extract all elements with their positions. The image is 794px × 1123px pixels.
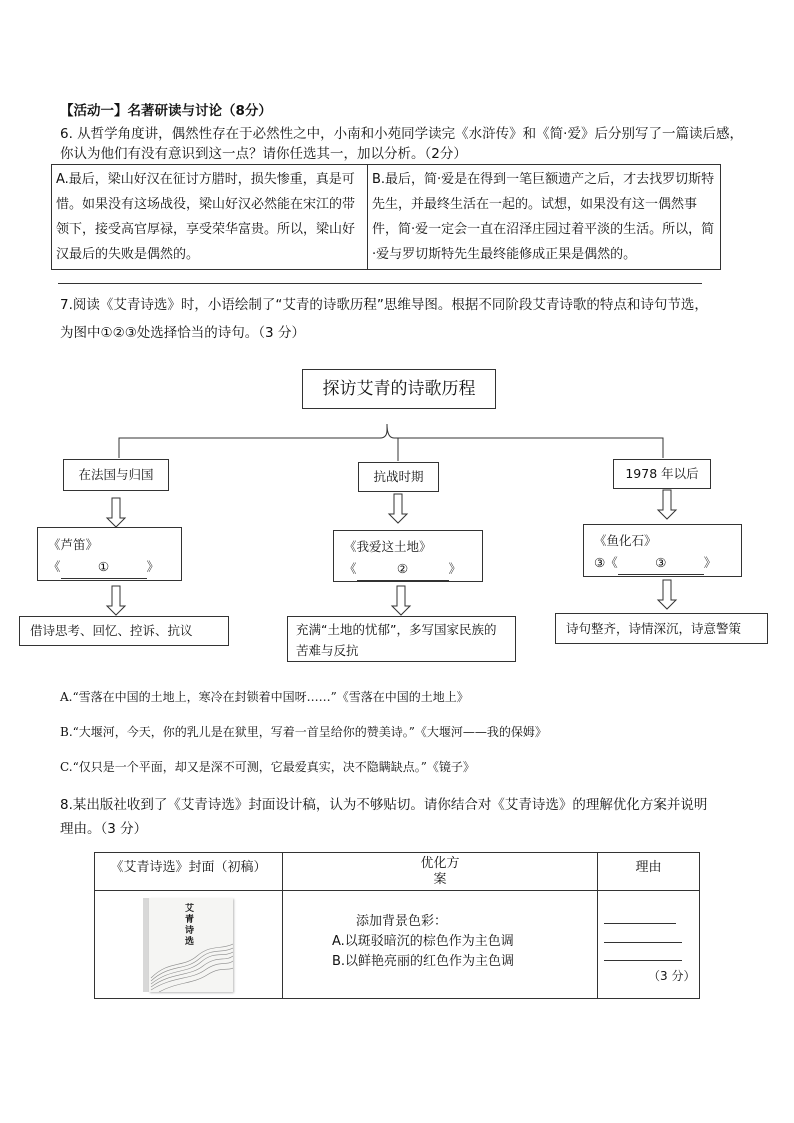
poem-box-3 xyxy=(583,524,742,577)
q7-prompt-line2: 为图中①②③处选择恰当的诗句。（3 分） xyxy=(60,325,305,341)
q6-option-b: B.最后，简·爱是在得到一笔巨额遗产之后，才去找罗切斯特先生，并最终生活在一起的。试想，如果没有这一偶然事件，简·爱一定会一直在沼泽庄园过着平淡的生活。所以，简·爱与罗切斯特先生最终能修成正果是偶然的。 xyxy=(368,165,721,270)
reason-cell[interactable] xyxy=(598,891,700,999)
stage-box-2: 抗战时期 xyxy=(358,462,439,492)
poem-blank-prefix-2: 《 xyxy=(344,561,357,576)
q7-prompt-line1: 7.阅读《艾青诗选》时，小语绘制了“艾青的诗歌历程”思维导图。根据不同阶段艾青诗歌的特点和诗句节选， xyxy=(60,297,708,313)
q8-prompt-line1: 8.某出版社收到了《艾青诗选》封面设计稿，认为不够贴切。请你结合对《艾青诗选》的理解优化方案并说明 xyxy=(60,797,708,813)
arrow-down-icon xyxy=(392,586,410,615)
col-reason-header: 理由 xyxy=(598,853,700,891)
col-cover-header: 《艾青诗选》封面（初稿） xyxy=(95,853,283,891)
q8-prompt-line2: 理由。（3 分） xyxy=(60,821,148,837)
cover-cell xyxy=(95,891,283,999)
activity-heading: 【活动一】名著研读与讨论（8分） xyxy=(60,103,272,119)
col-plan-header-line2: 案 xyxy=(433,872,447,887)
poem-title-3: 《鱼化石》 xyxy=(594,533,657,548)
arrow-down-icon xyxy=(389,494,407,523)
poem-box-1 xyxy=(37,527,182,581)
col-plan-header xyxy=(283,853,598,891)
map-root: 探访艾青的诗歌历程 xyxy=(302,369,496,409)
poem-blank-suffix-2: 》 xyxy=(448,561,462,576)
arrow-down-icon xyxy=(658,490,676,519)
stage-box-3: 1978 年以后 xyxy=(613,459,711,489)
arrow-down-icon xyxy=(658,580,676,609)
reason-line-2 xyxy=(604,942,682,943)
plan-cell xyxy=(283,891,598,999)
poem-blank-prefix-3: ③《 xyxy=(594,555,618,570)
cover-title: 艾青诗选 xyxy=(185,904,195,947)
plan-heading: 添加背景色彩： xyxy=(356,914,448,929)
q6-option-a: A.最后，梁山好汉在征讨方腊时，损失惨重，真是可惜。如果没有这场战役，梁山好汉必然能在宋江的带领下，接受高官厚禄，享受荣华富贵。所以，梁山好汉最后的失败是偶然的。 xyxy=(52,165,368,270)
poem-blank-suffix-3: 》 xyxy=(703,555,717,570)
feature-box-1: 借诗思考、回忆、控诉、抗议 xyxy=(19,616,229,646)
feature-box-3: 诗句整齐，诗情深沉，诗意警策 xyxy=(555,613,768,644)
mountain-lines-image xyxy=(149,898,233,992)
q6-prompt-line2: 你认为他们有没有意识到这一点？请你任选其一，加以分析。（2分） xyxy=(60,146,467,162)
blank-2: ② xyxy=(357,558,449,581)
q8-score: （3 分） xyxy=(648,969,696,983)
arrow-down-icon xyxy=(107,586,125,615)
q7-option-a: A.“雪落在中国的土地上，寒冷在封锁着中国呀……”《雪落在中国的土地上》 xyxy=(60,690,469,704)
blank-1: ① xyxy=(61,556,147,579)
feature-box-2: 充满“土地的忧郁”，多写国家民族的苦难与反抗 xyxy=(287,616,516,662)
brace-connector xyxy=(119,424,663,458)
poem-box-2 xyxy=(333,530,483,582)
poem-title-1: 《芦笛》 xyxy=(48,537,99,552)
reason-line-1 xyxy=(604,923,676,924)
poem-blank-prefix-1: 《 xyxy=(48,559,61,574)
book-cover-image xyxy=(143,898,233,992)
q6-prompt-line1: 6. 从哲学角度讲，偶然性存在于必然性之中，小南和小苑同学读完《水浒传》和《简·爱》后分别写了一篇读后感， xyxy=(60,126,743,142)
q8-table xyxy=(94,852,700,999)
poem-title-2: 《我爱这土地》 xyxy=(344,539,432,554)
plan-option-a: A.以斑驳暗沉的棕色作为主色调 xyxy=(332,934,514,949)
blank-3: ③ xyxy=(618,552,704,575)
arrow-down-icon xyxy=(107,498,125,527)
stage-box-1: 在法国与归国 xyxy=(63,459,169,491)
reason-line-3 xyxy=(604,960,682,961)
col-plan-header-line1: 优化方 xyxy=(420,856,460,871)
q7-option-c: C.“仅只是一个平面，却又是深不可测，它最爱真实，决不隐瞒缺点。”《镜子》 xyxy=(60,760,475,774)
q7-option-b: B.“大堰河，今天，你的乳儿是在狱里，写着一首呈给你的赞美诗。”《大堰河——我的保姆》 xyxy=(60,725,547,739)
poem-blank-suffix-1: 》 xyxy=(146,559,160,574)
plan-option-b: B.以鲜艳亮丽的红色作为主色调 xyxy=(332,954,515,969)
